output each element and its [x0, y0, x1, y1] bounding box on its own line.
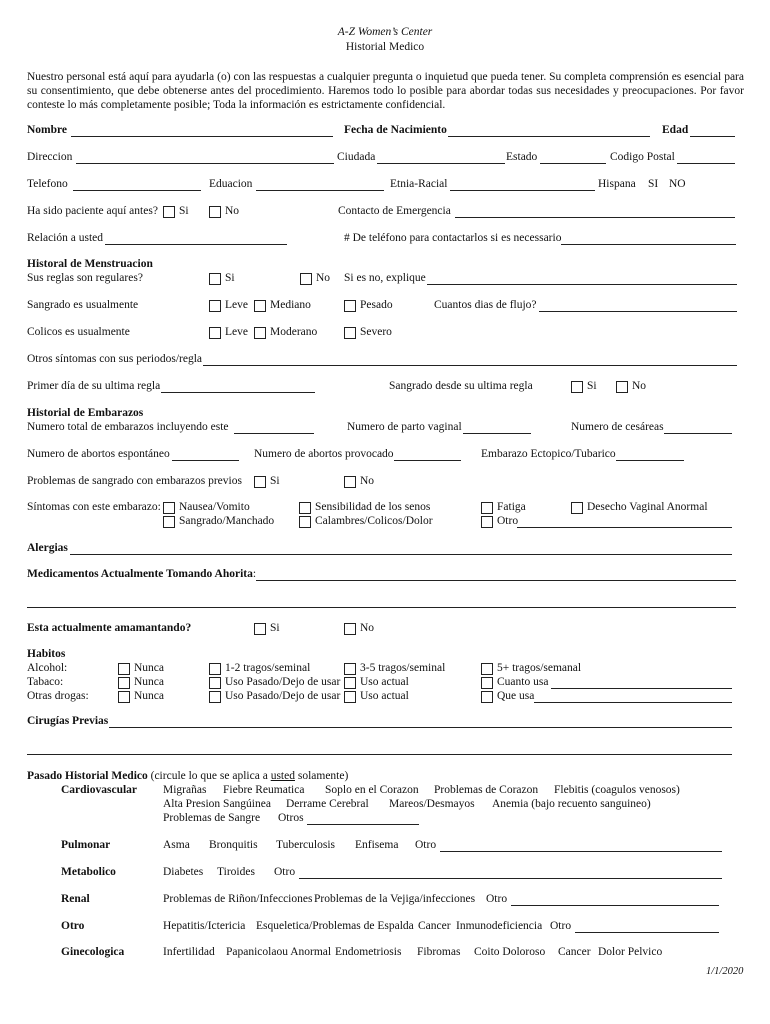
otros-sintomas-label: Otros síntomas con sus periodos/regla	[27, 353, 203, 365]
sangrado-manchado-label: Sangrado/Manchado	[179, 515, 275, 527]
cond-papanicolaou[interactable]: Papanicolaou Anormal	[226, 946, 332, 958]
embarazos-heading: Historial de Embarazos	[27, 407, 144, 419]
tabaco-nunca-label: Nunca	[134, 676, 165, 688]
pulmonar-otro-field[interactable]	[440, 851, 722, 852]
sangrado-manchado-checkbox[interactable]	[163, 516, 175, 528]
sangrado-leve-checkbox[interactable]	[209, 300, 221, 312]
sangrado-pesado-label: Pesado	[360, 299, 393, 311]
form-title: Historial Medico	[345, 41, 425, 53]
cardio-otros-field[interactable]	[307, 824, 419, 825]
drogas-actual-label: Uso actual	[360, 690, 409, 702]
ectopico-label: Embarazo Ectopico/Tubarico	[481, 448, 616, 460]
cardio-label: Cardiovascular	[61, 784, 138, 796]
sangrado-mediano-label: Mediano	[270, 299, 311, 311]
cond-fiebre-reumatica[interactable]: Fiebre Reumatica	[223, 784, 305, 796]
habitos-heading: Habitos	[27, 648, 66, 660]
educacion-field[interactable]	[256, 190, 384, 191]
tabaco-nunca-checkbox[interactable]	[118, 677, 130, 689]
nausea-label: Nausea/Vomito	[179, 501, 250, 513]
cond-fibromas[interactable]: Fibromas	[417, 946, 461, 958]
estado-label: Estado	[506, 151, 538, 163]
cond-asma[interactable]: Asma	[163, 839, 190, 851]
abortos-espontaneo-label: Numero de abortos espontáneo	[27, 448, 170, 460]
amamantando-si-checkbox[interactable]	[254, 623, 266, 635]
otro-sintoma-checkbox[interactable]	[481, 516, 493, 528]
drogas-pasado-label: Uso Pasado/Dejo de usar	[225, 690, 341, 702]
pasado-heading: Pasado Historial Medico	[27, 770, 148, 782]
problemas-sangrado-si-label: Si	[270, 475, 280, 487]
edad-field[interactable]	[690, 136, 735, 137]
cond-otro-otro[interactable]: Otro	[550, 920, 572, 932]
tabaco-pasado-checkbox[interactable]	[209, 677, 221, 689]
tabaco-actual-checkbox[interactable]	[344, 677, 356, 689]
metabolico-label: Metabolico	[61, 866, 116, 878]
ectopico-field[interactable]	[616, 460, 684, 461]
cond-dolor-pelvico[interactable]: Dolor Pelvico	[598, 946, 663, 958]
gineco-label: Ginecologica	[61, 946, 125, 958]
cirugias-label: Cirugías Previas	[27, 715, 109, 727]
cond-endometriosis[interactable]: Endometriosis	[335, 946, 402, 958]
primer-dia-field[interactable]	[161, 392, 315, 393]
medicamentos-row: Medicamentos Actualmente Tomando Ahorita:	[27, 568, 257, 580]
colicos-label: Colicos es usualmente	[27, 326, 130, 338]
cond-mareos[interactable]: Mareos/Desmayos	[389, 798, 475, 810]
estado-field[interactable]	[540, 163, 606, 164]
alergias-label: Alergias	[27, 542, 68, 554]
alcohol-label: Alcohol:	[27, 662, 68, 674]
cond-tuberculosis[interactable]: Tuberculosis	[276, 839, 335, 851]
cond-cardio-otros[interactable]: Otros	[278, 812, 304, 824]
otro-sintoma-field[interactable]	[517, 527, 732, 528]
contacto-label: Contacto de Emergencia	[338, 205, 451, 217]
cond-derrame[interactable]: Derrame Cerebral	[286, 798, 369, 810]
sangrado-desde-si-checkbox[interactable]	[571, 381, 583, 393]
sangrado-label: Sangrado es usualmente	[27, 299, 139, 311]
cond-gineco-cancer[interactable]: Cancer	[558, 946, 591, 958]
fatiga-checkbox[interactable]	[481, 502, 493, 514]
cond-enfisema[interactable]: Enfisema	[355, 839, 399, 851]
telefono-label: Telefono	[27, 178, 68, 190]
medicamentos-field[interactable]	[256, 580, 736, 581]
sangrado-desde-si-label: Si	[587, 380, 597, 392]
abortos-provocado-label: Numero de abortos provocado	[254, 448, 394, 460]
regulares-si-checkbox[interactable]	[209, 273, 221, 285]
metabolico-otro-field[interactable]	[299, 878, 722, 879]
ciudad-field[interactable]	[377, 163, 505, 164]
cond-diabetes[interactable]: Diabetes	[163, 866, 204, 878]
cesareas-label: Numero de cesáreas	[571, 421, 664, 433]
tabaco-cuanto-label: Cuanto usa	[497, 676, 549, 688]
otro-otro-field[interactable]	[575, 932, 719, 933]
drogas-que-field[interactable]	[534, 702, 732, 703]
drogas-nunca-checkbox[interactable]	[118, 691, 130, 703]
colicos-moderano-label: Moderano	[270, 326, 318, 338]
colicos-leve-checkbox[interactable]	[209, 327, 221, 339]
sensibilidad-label: Sensibilidad de los senos	[315, 501, 431, 513]
sangrado-mediano-checkbox[interactable]	[254, 300, 266, 312]
dias-flujo-label: Cuantos dias de flujo?	[434, 299, 537, 311]
cesareas-field[interactable]	[664, 433, 732, 434]
cond-anemia[interactable]: Anemia (bajo recuento sanguineo)	[492, 798, 651, 810]
tabaco-actual-label: Uso actual	[360, 676, 409, 688]
fecha-nacimiento-field[interactable]	[448, 136, 650, 137]
total-embarazos-label: Numero total de embarazos incluyendo este	[27, 421, 229, 433]
primer-dia-label: Primer día de su ultima regla	[27, 380, 161, 392]
fatiga-label: Fatiga	[497, 501, 526, 513]
codigo-postal-field[interactable]	[677, 163, 735, 164]
cond-cancer[interactable]: Cancer	[418, 920, 451, 932]
alcohol-5-label: 5+ tragos/semanal	[497, 662, 582, 674]
dias-flujo-field[interactable]	[539, 311, 737, 312]
cond-infertilidad[interactable]: Infertilidad	[163, 946, 215, 958]
otros-sintomas-field[interactable]	[203, 365, 737, 366]
amamantando-no-checkbox[interactable]	[344, 623, 356, 635]
alcohol-5-checkbox[interactable]	[481, 663, 493, 675]
cond-inmunodeficiencia[interactable]: Inmunodeficiencia	[456, 920, 543, 932]
explique-label: Si es no, explique	[344, 272, 426, 284]
total-embarazos-field[interactable]	[234, 433, 314, 434]
calambres-label: Calambres/Colicos/Dolor	[315, 515, 433, 527]
alcohol-nunca-checkbox[interactable]	[118, 663, 130, 675]
abortos-espontaneo-field[interactable]	[172, 460, 239, 461]
cirugias-field[interactable]	[109, 727, 732, 728]
colicos-severo-label: Severo	[360, 326, 392, 338]
renal-label: Renal	[61, 893, 90, 905]
sangrado-pesado-checkbox[interactable]	[344, 300, 356, 312]
cond-vejiga[interactable]: Problemas de la Vejiga/infecciones	[314, 893, 476, 905]
pasado-row	[27, 770, 348, 782]
paciente-no-checkbox[interactable]	[209, 206, 221, 218]
regulares-no-label: No	[316, 272, 331, 284]
cond-soplo[interactable]: Soplo en el Corazon	[325, 784, 419, 796]
direccion-field[interactable]	[76, 163, 334, 164]
sintomas-embarazo-label: Síntomas con este embarazo:	[27, 501, 161, 513]
sangrado-desde-no-label: No	[632, 380, 647, 392]
hispana-si[interactable]: SI	[648, 178, 659, 190]
intro-paragraph: Nuestro personal está aquí para ayudarla (o) con las respuestas a cualquier pregunta o inquietud que pueda tener. Su completa comprensión es esencial para su consentimiento, que debe obtenerse antes del procedimiento. Haremos todo lo posible para abordar todas sus necesidades y preocupaciones. Por favor conteste lo más completamente posible; Toda la información es estrictamente confidencial.	[27, 71, 744, 111]
telefono-contacto-field[interactable]	[561, 244, 736, 245]
problemas-sangrado-label: Problemas de sangrado con embarazos previos	[27, 475, 242, 487]
paciente-label: Ha sido paciente aquí antes?	[27, 205, 158, 217]
regulares-si-label: Si	[225, 272, 235, 284]
colicos-severo-checkbox[interactable]	[344, 327, 356, 339]
tabaco-pasado-label: Uso Pasado/Dejo de usar	[225, 676, 341, 688]
alcohol-nunca-label: Nunca	[134, 662, 165, 674]
calambres-checkbox[interactable]	[299, 516, 311, 528]
sangrado-desde-no-checkbox[interactable]	[616, 381, 628, 393]
abortos-provocado-field[interactable]	[394, 460, 461, 461]
desecho-label: Desecho Vaginal Anormal	[587, 501, 708, 513]
direccion-label: Direccion	[27, 151, 73, 163]
contacto-field[interactable]	[455, 217, 735, 218]
cirugias-field-2[interactable]	[27, 754, 732, 755]
alergias-field[interactable]	[70, 554, 732, 555]
explique-field[interactable]	[427, 284, 737, 285]
medicamentos-field-2[interactable]	[27, 607, 736, 608]
hispana-label: Hispana	[598, 178, 636, 190]
tabaco-cuanto-checkbox[interactable]	[481, 677, 493, 689]
cond-coito-doloroso[interactable]: Coito Doloroso	[474, 946, 546, 958]
relacion-label: Relación a usted	[27, 232, 104, 244]
menstruacion-heading: Historal de Menstruacion	[27, 258, 153, 270]
codigo-postal-label: Codigo Postal	[610, 151, 675, 163]
hispana-no[interactable]: NO	[669, 178, 686, 190]
drogas-label: Otras drogas:	[27, 690, 89, 702]
parto-vaginal-field[interactable]	[463, 433, 531, 434]
sangrado-desde-label: Sangrado desde su ultima regla	[389, 380, 533, 392]
cond-hepatitis[interactable]: Hepatitis/Ictericia	[163, 920, 246, 932]
sensibilidad-checkbox[interactable]	[299, 502, 311, 514]
paciente-si-checkbox[interactable]	[163, 206, 175, 218]
desecho-checkbox[interactable]	[571, 502, 583, 514]
cond-renal-otro[interactable]: Otro	[486, 893, 508, 905]
medicamentos-label: Medicamentos Actualmente Tomando Ahorita	[27, 568, 253, 580]
relacion-field[interactable]	[105, 244, 287, 245]
paciente-no-label: No	[225, 205, 240, 217]
amamantando-no-label: No	[360, 622, 375, 634]
cond-rinon[interactable]: Problemas de Riñon/Infecciones	[163, 893, 313, 905]
cond-pulmonar-otro[interactable]: Otro	[415, 839, 437, 851]
nombre-field[interactable]	[71, 136, 333, 137]
problemas-sangrado-no-label: No	[360, 475, 375, 487]
drogas-que-checkbox[interactable]	[481, 691, 493, 703]
drogas-nunca-label: Nunca	[134, 690, 165, 702]
parto-vaginal-label: Numero de parto vaginal	[347, 421, 462, 433]
cond-migranas[interactable]: Migrañas	[163, 784, 207, 796]
amamantando-si-label: Si	[270, 622, 280, 634]
otro-sintoma-label: Otro	[497, 515, 519, 527]
cond-problemas-sangre[interactable]: Problemas de Sangre	[163, 812, 261, 824]
pasado-hint-post: solamente)	[294, 770, 349, 782]
drogas-pasado-checkbox[interactable]	[209, 691, 221, 703]
colicos-moderano-checkbox[interactable]	[254, 327, 266, 339]
paciente-si-label: Si	[179, 205, 189, 217]
amamantando-label: Esta actualmente amamantando?	[27, 622, 192, 634]
pasado-hint-usted: usted	[270, 770, 295, 782]
etnia-label: Etnia-Racial	[390, 178, 448, 190]
drogas-que-label: Que usa	[497, 690, 535, 702]
cond-problemas-corazon[interactable]: Problemas de Corazon	[434, 784, 539, 796]
tabaco-label: Tabaco:	[27, 676, 64, 688]
regulares-no-checkbox[interactable]	[300, 273, 312, 285]
fecha-nacimiento-label: Fecha de Nacimiento	[344, 124, 447, 136]
pasado-hint-pre: (circule lo que se aplica a	[150, 770, 271, 782]
alcohol-35-checkbox[interactable]	[344, 663, 356, 675]
sangrado-leve-label: Leve	[225, 299, 248, 311]
nombre-label: Nombre	[27, 124, 68, 136]
edad-label: Edad	[662, 124, 689, 136]
drogas-actual-checkbox[interactable]	[344, 691, 356, 703]
cond-flebitis[interactable]: Flebitis (coagulos venosos)	[554, 784, 680, 796]
colicos-leve-label: Leve	[225, 326, 248, 338]
alcohol-35-label: 3-5 tragos/seminal	[360, 662, 446, 674]
cond-esqueletica[interactable]: Esqueletica/Problemas de Espalda	[256, 920, 414, 932]
alcohol-12-label: 1-2 tragos/seminal	[225, 662, 311, 674]
tabaco-cuanto-field[interactable]	[551, 688, 732, 689]
renal-otro-field[interactable]	[511, 905, 719, 906]
telefono-field[interactable]	[73, 190, 201, 191]
cond-tiroides[interactable]: Tiroides	[217, 866, 255, 878]
cond-alta-presion[interactable]: Alta Presion Sangúinea	[163, 798, 271, 810]
cond-metabolico-otro[interactable]: Otro	[274, 866, 296, 878]
problemas-sangrado-si-checkbox[interactable]	[254, 476, 266, 488]
footer-date: 1/1/2020	[706, 966, 744, 977]
cond-bronquitis[interactable]: Bronquitis	[209, 839, 258, 851]
clinic-name: A-Z Women’s Center	[337, 26, 433, 38]
otro-label: Otro	[61, 920, 85, 932]
educacion-label: Eduacion	[209, 178, 253, 190]
pulmonar-label: Pulmonar	[61, 839, 111, 851]
alcohol-12-checkbox[interactable]	[209, 663, 221, 675]
ciudad-label: Ciudada	[337, 151, 376, 163]
telefono-contacto-label: # De teléfono para contactarlos si es necessario	[344, 232, 562, 244]
problemas-sangrado-no-checkbox[interactable]	[344, 476, 356, 488]
nausea-checkbox[interactable]	[163, 502, 175, 514]
regulares-label: Sus reglas son regulares?	[27, 272, 143, 284]
etnia-field[interactable]	[450, 190, 595, 191]
